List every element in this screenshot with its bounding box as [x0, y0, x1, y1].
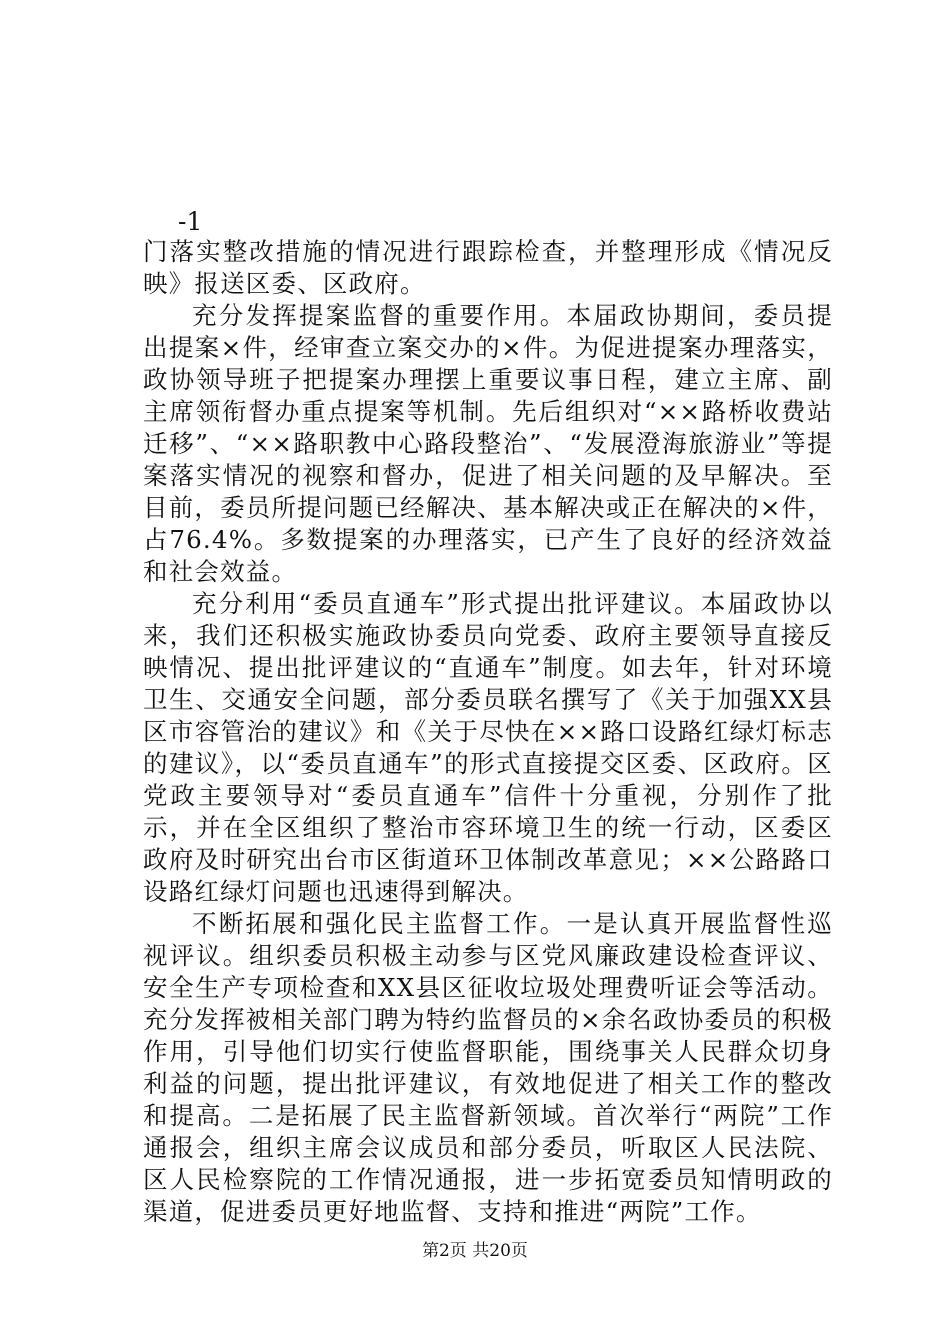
paragraph-continuation: 门落实整改措施的情况进行跟踪检查，并整理形成《情况反映》报送区委、区政府。	[143, 237, 833, 298]
page-marker: -1	[178, 207, 203, 236]
paragraph-direct-train: 充分利用“委员直通车”形式提出批评建议。本届政协以来，我们还积极实施政协委员向党委、政府主要领导直接反映情况、提出批评建议的“直通车”制度。如去年，针对环境卫生、交通安全问题，部分委员联名撰写了《关于加强XX县区市容管治的建议》和《关于尽快在××路口设路红绿灯标志的建议》，以“委员直通车”的形式直接提交区委、区政府。区党政主要领导对“委员直通车”信件十分重视，分别作了批示，并在全区组织了整治市容环境卫生的统一行动，区委区政府及时研究出台市区街道环卫体制改革意见；××公路路口设路红绿灯问题也迅速得到解决。	[143, 589, 833, 906]
body-text	[143, 236, 833, 1228]
paragraph-democratic-supervision: 不断拓展和强化民主监督工作。一是认真开展监督性巡视评议。组织委员积极主动参与区党风廉政建设检查评议、安全生产专项检查和XX县区征收垃圾处理费听证会等活动。充分发挥被相关部门聘为特约监督员的×余名政协委员的积极作用，引导他们切实行使监督职能，围绕事关人民群众切身利益的问题，提出批评建议，有效地促进了相关工作的整改和提高。二是拓展了民主监督新领域。首次举行“两院”工作通报会，组织主席会议成员和部分委员，听取区人民法院、区人民检察院的工作情况通报，进一步拓宽委员知情明政的渠道，促进委员更好地监督、支持和推进“两院”工作。	[143, 909, 833, 1226]
page-footer: 第2页 共20页	[422, 1241, 528, 1261]
paragraph-proposal-supervision: 充分发挥提案监督的重要作用。本届政协期间，委员提出提案×件，经审查立案交办的×件。为促进提案办理落实，政协领导班子把提案办理摆上重要议事日程，建立主席、副主席领衔督办重点提案等机制。先后组织对“××路桥收费站迁移”、“××路职教中心路段整治”、“发展澄海旅游业”等提案落实情况的视察和督办，促进了相关问题的及早解决。至目前，委员所提问题已经解决、基本解决或正在解决的×件，占76.4%。多数提案的办理落实，已产生了良好的经济效益和社会效益。	[143, 301, 833, 586]
